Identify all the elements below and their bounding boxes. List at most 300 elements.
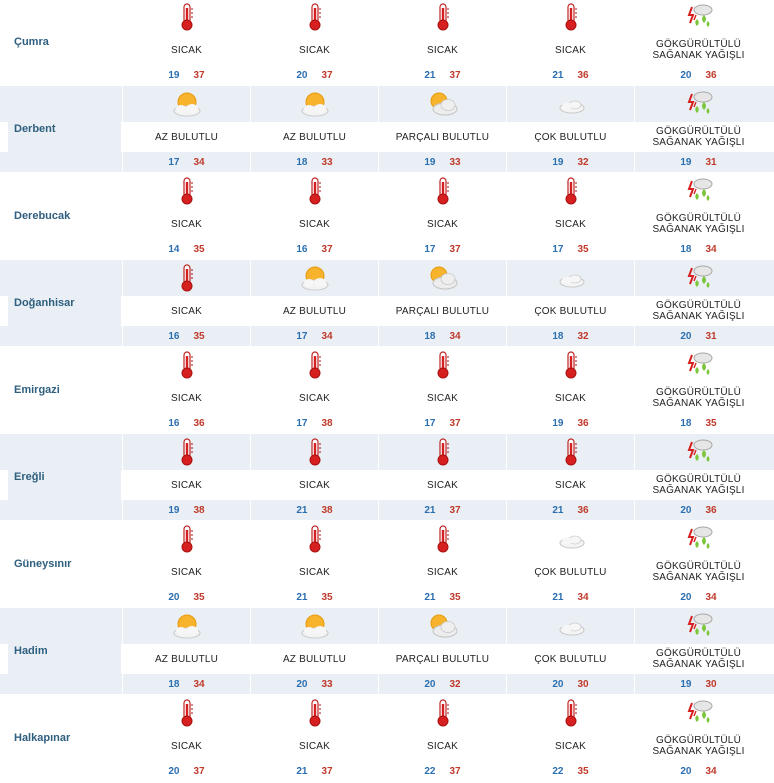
condition-line: SICAK (170, 218, 202, 230)
temperature-range (251, 761, 378, 781)
temperature-range (123, 674, 250, 694)
condition-label (123, 35, 250, 65)
condition-line: SICAK (298, 218, 330, 230)
forecast-cell (634, 347, 762, 433)
condition-line: SICAK (554, 392, 586, 404)
max-temp: 35 (449, 591, 461, 603)
cloud-icon (556, 263, 586, 293)
forecast-cell (634, 434, 762, 520)
temperature-range (379, 413, 506, 433)
max-temp: 37 (321, 69, 333, 81)
thermometer-icon (172, 437, 202, 467)
min-temp: 17 (168, 156, 180, 168)
condition-line: AZ BULUTLU (282, 131, 347, 143)
table-row (0, 260, 774, 346)
min-temp: 20 (168, 591, 180, 603)
max-temp: 35 (705, 417, 717, 429)
condition-label (507, 296, 634, 326)
condition-label (507, 557, 634, 587)
max-temp: 37 (193, 69, 205, 81)
condition-label (635, 731, 762, 761)
condition-label (251, 296, 378, 326)
condition-line: GÖKGÜRÜLTÜLÜ (655, 648, 741, 659)
min-temp: 20 (552, 678, 564, 690)
condition-label (379, 731, 506, 761)
table-row (0, 521, 774, 607)
forecast-cell (634, 173, 762, 259)
temperature-range (379, 326, 506, 346)
min-temp: 21 (296, 504, 308, 516)
condition-label (635, 644, 762, 674)
max-temp: 37 (321, 243, 333, 255)
condition-label (507, 470, 634, 500)
forecast-cell (122, 521, 250, 607)
temperature-range (507, 152, 634, 172)
max-temp: 37 (449, 243, 461, 255)
condition-line: SICAK (554, 740, 586, 752)
table-row (0, 173, 774, 259)
temperature-range (123, 326, 250, 346)
forecast-cell (378, 173, 506, 259)
temperature-range (507, 587, 634, 607)
min-temp: 22 (552, 765, 564, 777)
thermometer-icon (172, 2, 202, 32)
table-row (0, 608, 774, 694)
forecast-cell (250, 521, 378, 607)
condition-label (635, 383, 762, 413)
condition-line: SICAK (298, 740, 330, 752)
min-temp: 20 (680, 765, 692, 777)
temperature-range (507, 761, 634, 781)
temperature-range (635, 587, 762, 607)
min-temp: 19 (552, 417, 564, 429)
temperature-range (507, 326, 634, 346)
temperature-range (123, 500, 250, 520)
temperature-range (379, 65, 506, 85)
temperature-range (379, 761, 506, 781)
min-temp: 21 (424, 591, 436, 603)
max-temp: 37 (449, 417, 461, 429)
max-temp: 38 (321, 504, 333, 516)
temperature-range (123, 587, 250, 607)
thermometer-icon (300, 524, 330, 554)
condition-label (251, 383, 378, 413)
max-temp: 33 (449, 156, 461, 168)
max-temp: 34 (577, 591, 589, 603)
condition-line: SICAK (554, 479, 586, 491)
condition-label (251, 209, 378, 239)
table-row (0, 434, 774, 520)
condition-line: SICAK (554, 44, 586, 56)
min-temp: 20 (296, 69, 308, 81)
forecast-cell (250, 695, 378, 781)
partly-cloudy-icon (428, 611, 458, 641)
thunderstorm-icon (684, 263, 714, 293)
condition-line: SICAK (298, 479, 330, 491)
condition-line: SICAK (426, 218, 458, 230)
thunderstorm-icon (684, 611, 714, 641)
thunderstorm-icon (684, 524, 714, 554)
condition-label (251, 470, 378, 500)
condition-line: SICAK (170, 44, 202, 56)
condition-label (123, 383, 250, 413)
city-name[interactable]: Halkapınar (14, 732, 71, 744)
min-temp: 21 (552, 504, 564, 516)
condition-label (123, 557, 250, 587)
thermometer-icon (556, 437, 586, 467)
forecast-cell (634, 86, 762, 172)
max-temp: 34 (705, 765, 717, 777)
partly-cloudy-icon (428, 263, 458, 293)
condition-line: SICAK (426, 44, 458, 56)
thermometer-icon (556, 2, 586, 32)
forecast-cell (378, 347, 506, 433)
condition-label (251, 731, 378, 761)
thunderstorm-icon (684, 89, 714, 119)
condition-line: ÇOK BULUTLU (534, 305, 607, 317)
condition-label (379, 296, 506, 326)
thermometer-icon (428, 524, 458, 554)
temperature-range (123, 65, 250, 85)
temperature-range (379, 674, 506, 694)
condition-label (123, 470, 250, 500)
condition-label (251, 644, 378, 674)
condition-line: GÖKGÜRÜLTÜLÜ (655, 213, 741, 224)
condition-line: SAĞANAK YAĞIŞLI (652, 746, 745, 757)
thermometer-icon (428, 698, 458, 728)
min-temp: 18 (168, 678, 180, 690)
city-name[interactable]: Hadim (8, 608, 121, 694)
temperature-range (251, 152, 378, 172)
condition-line: ÇOK BULUTLU (534, 131, 607, 143)
max-temp: 32 (577, 156, 589, 168)
condition-line: SICAK (298, 392, 330, 404)
max-temp: 34 (449, 330, 461, 342)
max-temp: 31 (705, 156, 717, 168)
min-temp: 22 (424, 765, 436, 777)
forecast-cell (122, 173, 250, 259)
condition-line: SICAK (170, 479, 202, 491)
temperature-range (251, 65, 378, 85)
condition-line: SAĞANAK YAĞIŞLI (652, 50, 745, 61)
max-temp: 36 (577, 417, 589, 429)
forecast-cell (250, 434, 378, 520)
max-temp: 34 (705, 243, 717, 255)
temperature-range (635, 413, 762, 433)
temperature-range (379, 587, 506, 607)
temperature-range (123, 239, 250, 259)
min-temp: 17 (424, 243, 436, 255)
temperature-range (379, 152, 506, 172)
forecast-cell (378, 0, 506, 85)
min-temp: 18 (680, 243, 692, 255)
min-temp: 20 (680, 69, 692, 81)
condition-line: SICAK (170, 392, 202, 404)
min-temp: 20 (680, 591, 692, 603)
condition-line: SICAK (170, 305, 202, 317)
min-temp: 21 (296, 765, 308, 777)
min-temp: 17 (296, 330, 308, 342)
condition-line: ÇOK BULUTLU (534, 653, 607, 665)
table-row (0, 0, 774, 85)
temperature-range (635, 239, 762, 259)
condition-label (635, 470, 762, 500)
forecast-cell (378, 608, 506, 694)
max-temp: 38 (321, 417, 333, 429)
condition-label (507, 35, 634, 65)
thermometer-icon (556, 176, 586, 206)
condition-line: AZ BULUTLU (282, 653, 347, 665)
temperature-range (635, 152, 762, 172)
forecast-cell (634, 521, 762, 607)
max-temp: 37 (321, 765, 333, 777)
forecast-cell (506, 434, 634, 520)
forecast-cell (122, 434, 250, 520)
condition-line: GÖKGÜRÜLTÜLÜ (655, 474, 741, 485)
condition-line: SICAK (298, 566, 330, 578)
temperature-range (635, 761, 762, 781)
condition-line: PARÇALI BULUTLU (395, 305, 490, 317)
condition-label (507, 644, 634, 674)
condition-label (379, 557, 506, 587)
forecast-cell (250, 260, 378, 346)
max-temp: 36 (705, 69, 717, 81)
condition-line: SAĞANAK YAĞIŞLI (652, 137, 745, 148)
max-temp: 37 (449, 765, 461, 777)
temperature-range (251, 500, 378, 520)
min-temp: 16 (296, 243, 308, 255)
temperature-range (507, 239, 634, 259)
thunderstorm-icon (684, 176, 714, 206)
partly-cloudy-icon (428, 89, 458, 119)
thermometer-icon (300, 2, 330, 32)
thermometer-icon (428, 350, 458, 380)
forecast-cell (634, 608, 762, 694)
max-temp: 34 (193, 678, 205, 690)
condition-label (635, 296, 762, 326)
thunderstorm-icon (684, 698, 714, 728)
condition-label (123, 731, 250, 761)
min-temp: 20 (424, 678, 436, 690)
temperature-range (251, 239, 378, 259)
forecast-cell (122, 695, 250, 781)
max-temp: 36 (705, 504, 717, 516)
forecast-cell (506, 695, 634, 781)
condition-line: SICAK (170, 566, 202, 578)
min-temp: 21 (424, 69, 436, 81)
condition-label (123, 296, 250, 326)
thermometer-icon (172, 263, 202, 293)
forecast-cell (250, 608, 378, 694)
condition-label (507, 731, 634, 761)
forecast-cell (506, 608, 634, 694)
forecast-cell (122, 347, 250, 433)
thermometer-icon (556, 698, 586, 728)
min-temp: 21 (552, 69, 564, 81)
condition-label (507, 122, 634, 152)
max-temp: 37 (193, 765, 205, 777)
min-temp: 19 (680, 678, 692, 690)
forecast-cell (378, 695, 506, 781)
min-temp: 17 (552, 243, 564, 255)
thermometer-icon (172, 350, 202, 380)
min-temp: 19 (168, 504, 180, 516)
forecast-cell (250, 347, 378, 433)
thermometer-icon (428, 437, 458, 467)
thunderstorm-icon (684, 2, 714, 32)
min-temp: 19 (424, 156, 436, 168)
thunderstorm-icon (684, 350, 714, 380)
condition-label (507, 209, 634, 239)
condition-label (379, 35, 506, 65)
forecast-cell (378, 260, 506, 346)
condition-line: SICAK (426, 566, 458, 578)
condition-label (379, 470, 506, 500)
condition-line: PARÇALI BULUTLU (395, 131, 490, 143)
sun-cloud-icon (300, 89, 330, 119)
min-temp: 17 (296, 417, 308, 429)
condition-label (635, 35, 762, 65)
min-temp: 16 (168, 330, 180, 342)
condition-label (379, 209, 506, 239)
temperature-range (635, 65, 762, 85)
min-temp: 16 (168, 417, 180, 429)
condition-line: SICAK (426, 479, 458, 491)
table-row (0, 695, 774, 781)
max-temp: 34 (193, 156, 205, 168)
condition-line: GÖKGÜRÜLTÜLÜ (655, 126, 741, 137)
max-temp: 33 (321, 156, 333, 168)
condition-line: GÖKGÜRÜLTÜLÜ (655, 387, 741, 398)
condition-line: GÖKGÜRÜLTÜLÜ (655, 300, 741, 311)
city-name[interactable]: Güneysınır (14, 558, 72, 570)
max-temp: 35 (193, 243, 205, 255)
forecast-cell (506, 347, 634, 433)
min-temp: 19 (680, 156, 692, 168)
forecast-cell (378, 434, 506, 520)
city-name[interactable]: Çumra (14, 36, 49, 48)
max-temp: 35 (193, 591, 205, 603)
sun-cloud-icon (172, 611, 202, 641)
max-temp: 36 (577, 504, 589, 516)
condition-label (123, 209, 250, 239)
condition-line: SICAK (426, 392, 458, 404)
min-temp: 19 (552, 156, 564, 168)
table-row (0, 86, 774, 172)
min-temp: 18 (296, 156, 308, 168)
temperature-range (123, 413, 250, 433)
city-name[interactable]: Derbent (8, 86, 121, 172)
temperature-range (507, 500, 634, 520)
temperature-range (251, 413, 378, 433)
forecast-cell (506, 86, 634, 172)
condition-line: AZ BULUTLU (154, 131, 219, 143)
thermometer-icon (428, 2, 458, 32)
thermometer-icon (300, 350, 330, 380)
thermometer-icon (556, 350, 586, 380)
condition-line: AZ BULUTLU (154, 653, 219, 665)
temperature-range (507, 65, 634, 85)
max-temp: 33 (321, 678, 333, 690)
temperature-range (251, 674, 378, 694)
condition-line: SAĞANAK YAĞIŞLI (652, 398, 745, 409)
min-temp: 20 (680, 504, 692, 516)
condition-label (251, 557, 378, 587)
max-temp: 35 (321, 591, 333, 603)
condition-line: SICAK (426, 740, 458, 752)
temperature-range (635, 674, 762, 694)
temperature-range (251, 326, 378, 346)
max-temp: 30 (577, 678, 589, 690)
max-temp: 35 (577, 243, 589, 255)
min-temp: 19 (168, 69, 180, 81)
cloud-icon (556, 89, 586, 119)
condition-label (379, 383, 506, 413)
cloud-icon (556, 611, 586, 641)
max-temp: 36 (193, 417, 205, 429)
thermometer-icon (172, 176, 202, 206)
max-temp: 34 (321, 330, 333, 342)
thermometer-icon (300, 437, 330, 467)
max-temp: 32 (449, 678, 461, 690)
forecast-cell (122, 0, 250, 85)
city-name[interactable]: Ereğli (8, 434, 121, 520)
forecast-cell (378, 86, 506, 172)
max-temp: 30 (705, 678, 717, 690)
forecast-cell (122, 608, 250, 694)
thermometer-icon (172, 524, 202, 554)
max-temp: 35 (577, 765, 589, 777)
condition-line: GÖKGÜRÜLTÜLÜ (655, 561, 741, 572)
condition-line: SICAK (170, 740, 202, 752)
condition-line: PARÇALI BULUTLU (395, 653, 490, 665)
condition-line: GÖKGÜRÜLTÜLÜ (655, 39, 741, 50)
condition-label (251, 35, 378, 65)
sun-cloud-icon (300, 611, 330, 641)
max-temp: 31 (705, 330, 717, 342)
max-temp: 35 (193, 330, 205, 342)
forecast-cell (250, 173, 378, 259)
thermometer-icon (300, 698, 330, 728)
min-temp: 20 (680, 330, 692, 342)
thermometer-icon (172, 698, 202, 728)
condition-label (635, 122, 762, 152)
condition-label (635, 557, 762, 587)
condition-label (635, 209, 762, 239)
forecast-cell (634, 695, 762, 781)
max-temp: 34 (705, 591, 717, 603)
min-temp: 17 (424, 417, 436, 429)
condition-label (379, 122, 506, 152)
forecast-cell (506, 260, 634, 346)
city-name[interactable]: Emirgazi (14, 384, 60, 396)
forecast-cell (506, 173, 634, 259)
cloud-icon (556, 524, 586, 554)
city-name[interactable]: Derebucak (14, 210, 71, 222)
condition-label (123, 644, 250, 674)
condition-line: SICAK (554, 218, 586, 230)
condition-line: SICAK (298, 44, 330, 56)
forecast-cell (250, 86, 378, 172)
condition-label (507, 383, 634, 413)
city-name[interactable]: Doğanhisar (8, 260, 121, 346)
min-temp: 20 (296, 678, 308, 690)
forecast-cell (378, 521, 506, 607)
min-temp: 14 (168, 243, 180, 255)
min-temp: 20 (168, 765, 180, 777)
temperature-range (379, 500, 506, 520)
min-temp: 21 (552, 591, 564, 603)
